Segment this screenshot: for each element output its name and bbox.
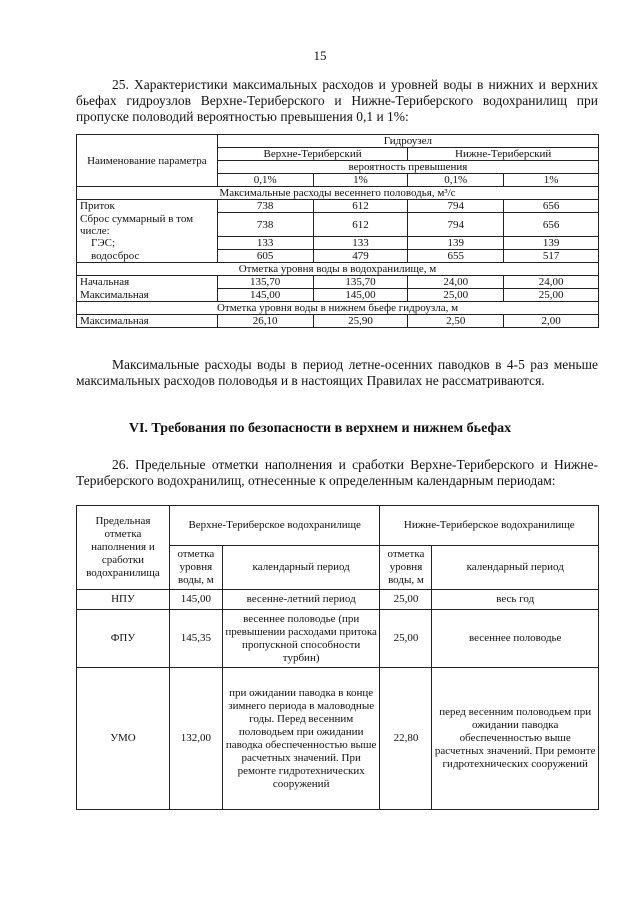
header-upper: Верхне-Териберский <box>217 148 408 161</box>
table-row <box>77 315 599 328</box>
header-hydro: Гидроузел <box>217 135 598 148</box>
prob-cell: 1% <box>504 174 599 187</box>
period-cell: весенне-летний период <box>222 590 380 610</box>
paragraph-26: 26. Предельные отметки наполнения и сработки Верхне-Териберского и Нижне-Териберского водохранилищ, отнесенные к определенным календарным периодам: <box>76 457 598 488</box>
header-mark: Предельная отметка наполнения и сработки водохранилища <box>77 506 170 590</box>
value-cell: 2,50 <box>408 315 504 328</box>
section-tailwater: Отметка уровня воды в нижнем бьефе гидроузла, м <box>77 302 599 315</box>
table-row <box>77 200 599 213</box>
value-cell: 139 <box>504 237 599 250</box>
mark-name: НПУ <box>77 590 170 610</box>
value-cell: 135,70 <box>313 276 408 289</box>
page-number: 15 <box>313 48 327 63</box>
period-cell: перед весенним половодьем при ожидании паводка обеспеченностью выше расчетных значений. При ремонте гидротехнических сооружений <box>432 668 599 810</box>
value-cell: 612 <box>313 200 408 213</box>
value-cell: 132,00 <box>169 668 222 810</box>
value-cell: 605 <box>217 250 313 263</box>
paragraph-25: 25. Характеристики максимальных расходов и уровней воды в нижних и верхних бьефах гидроузлов Верхне-Териберского и Нижне-Териберского водохранилищ при пропуске половодий вероятностью превышения 0,1 и 1%: <box>76 77 598 124</box>
period-cell: при ожидании паводка в конце зимнего периода в маловодные годы. Перед весенним половодьем при ожидании паводка обеспеченностью выше расчетных значений. При ремонте гидротехнических сооружений <box>222 668 380 810</box>
flood-characteristics-table <box>76 134 599 328</box>
value-cell: 25,00 <box>504 289 599 302</box>
value-cell: 738 <box>217 200 313 213</box>
value-cell: 517 <box>504 250 599 263</box>
value-cell: 133 <box>313 237 408 250</box>
period-cell: весь год <box>432 590 599 610</box>
table-row <box>77 237 599 250</box>
header-upper-reservoir: Верхне-Териберское водохранилище <box>169 506 380 546</box>
value-cell: 794 <box>408 200 504 213</box>
row-label: Приток <box>77 200 218 213</box>
header-level: отметка уровня воды, м <box>169 546 222 590</box>
section-flow: Максимальные расходы весеннего половодья, м³/с <box>77 187 599 200</box>
value-cell: 145,00 <box>217 289 313 302</box>
mark-name: УМО <box>77 668 170 810</box>
value-cell: 24,00 <box>408 276 504 289</box>
prob-cell: 1% <box>313 174 408 187</box>
value-cell: 794 <box>408 213 504 237</box>
row-label: Максимальная <box>77 289 218 302</box>
table-row <box>77 213 599 237</box>
row-label: Сброс суммарный в том числе: <box>77 213 218 237</box>
value-cell: 612 <box>313 213 408 237</box>
value-cell: 655 <box>408 250 504 263</box>
header-level: отметка уровня воды, м <box>380 546 432 590</box>
section-heading: VI. Требования по безопасности в верхнем и нижнем бьефах <box>128 421 512 436</box>
value-cell: 479 <box>313 250 408 263</box>
value-cell: 145,35 <box>169 610 222 668</box>
value-cell: 25,00 <box>380 610 432 668</box>
table-row <box>77 668 599 810</box>
table-row <box>77 187 599 200</box>
row-label: Начальная <box>77 276 218 289</box>
value-cell: 656 <box>504 213 599 237</box>
value-cell: 26,10 <box>217 315 313 328</box>
value-cell: 22,80 <box>380 668 432 810</box>
header-probability: вероятность превышения <box>217 161 598 174</box>
row-label: ГЭС; <box>77 237 218 250</box>
table-row <box>77 610 599 668</box>
table-row <box>77 250 599 263</box>
mark-name: ФПУ <box>77 610 170 668</box>
header-period: календарный период <box>222 546 380 590</box>
value-cell: 145,00 <box>169 590 222 610</box>
table-row <box>77 289 599 302</box>
row-label: водосброс <box>77 250 218 263</box>
value-cell: 656 <box>504 200 599 213</box>
header-lower-reservoir: Нижне-Териберское водохранилище <box>380 506 599 546</box>
value-cell: 139 <box>408 237 504 250</box>
prob-cell: 0,1% <box>217 174 313 187</box>
table-row <box>77 276 599 289</box>
value-cell: 25,90 <box>313 315 408 328</box>
reservoir-limits-table <box>76 505 599 810</box>
value-cell: 135,70 <box>217 276 313 289</box>
section-reservoir: Отметка уровня воды в водохранилище, м <box>77 263 599 276</box>
table-row <box>77 263 599 276</box>
value-cell: 145,00 <box>313 289 408 302</box>
value-cell: 25,00 <box>408 289 504 302</box>
prob-cell: 0,1% <box>408 174 504 187</box>
value-cell: 24,00 <box>504 276 599 289</box>
table-row <box>77 302 599 315</box>
table-row <box>77 590 599 610</box>
header-period: календарный период <box>432 546 599 590</box>
table-row <box>77 506 599 546</box>
table-row <box>77 135 599 148</box>
value-cell: 25,00 <box>380 590 432 610</box>
period-cell: весеннее половодье (при превышении расходами притока пропускной способности турбин) <box>222 610 380 668</box>
row-label: Максимальная <box>77 315 218 328</box>
header-parameter: Наименование параметра <box>77 135 218 187</box>
header-lower: Нижне-Териберский <box>408 148 599 161</box>
value-cell: 133 <box>217 237 313 250</box>
paragraph-summer-floods: Максимальные расходы воды в период летне-осенних паводков в 4-5 раз меньше максимальных расходов половодья и в настоящих Правилах не рассматриваются. <box>76 357 598 388</box>
value-cell: 2,00 <box>504 315 599 328</box>
period-cell: весеннее половодье <box>432 610 599 668</box>
value-cell: 738 <box>217 213 313 237</box>
